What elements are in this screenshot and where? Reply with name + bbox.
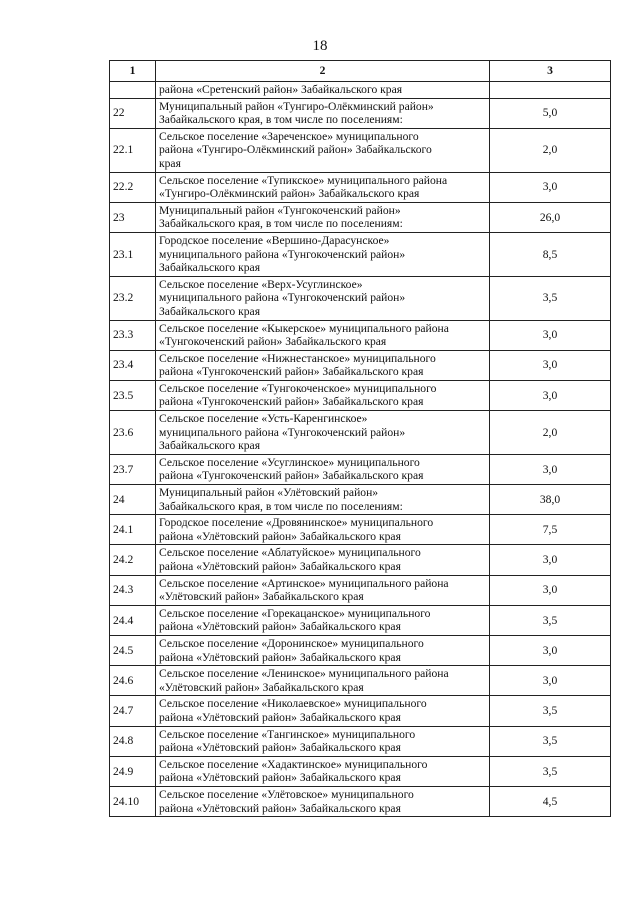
row-number: 24.1 (110, 515, 156, 545)
row-name (156, 756, 490, 786)
row-number: 24.3 (110, 575, 156, 605)
row-name-line: района «Тунгокоченский район» Забайкальского края (159, 365, 424, 379)
row-name-line: муниципального района «Тунгокоченский район» (159, 425, 406, 439)
row-name-line: «Тунгиро-Олёкминский район» Забайкальского края (159, 187, 420, 201)
row-name (156, 696, 490, 726)
row-number: 24 (110, 485, 156, 515)
row-number: 23.4 (110, 350, 156, 380)
row-value: 3,5 (490, 696, 611, 726)
row-number: 24.9 (110, 756, 156, 786)
table-row (110, 202, 611, 232)
row-number: 24.5 (110, 635, 156, 665)
row-name-line: муниципального района «Тунгокоченский район» (159, 247, 406, 261)
row-number: 23 (110, 202, 156, 232)
row-name-line: Сельское поселение «Тупикское» муниципального района (159, 173, 448, 187)
row-name-line: Сельское поселение «Зареченское» муниципального (159, 129, 419, 143)
row-name-line: Забайкальского края, в том числе по поселениям: (159, 113, 403, 127)
row-name-line: Сельское поселение «Горекацанское» муниципального (159, 606, 431, 620)
row-value: 3,0 (490, 635, 611, 665)
table-row (110, 380, 611, 410)
row-name-line: Сельское поселение «Улётовское» муниципального (159, 787, 414, 801)
row-name-line: Городское поселение «Вершино-Дарасунское» (159, 233, 390, 247)
row-name (156, 726, 490, 756)
row-name-line: Муниципальный район «Улётовский район» (159, 486, 379, 500)
table-row (110, 515, 611, 545)
row-value: 3,0 (490, 454, 611, 484)
row-number: 24.6 (110, 666, 156, 696)
row-value (490, 82, 611, 99)
row-name-line: Сельское поселение «Ленинское» муниципального района (159, 667, 449, 681)
row-name-line: района «Тунгиро-Олёкминский район» Забайкальского (159, 143, 432, 157)
table-row (110, 82, 611, 99)
row-name (156, 380, 490, 410)
row-name-line: «Улётовский район» Забайкальского края (159, 590, 364, 604)
table-row (110, 545, 611, 575)
row-name (156, 454, 490, 484)
table-row (110, 128, 611, 172)
row-name-line: района «Тунгокоченский район» Забайкальского края (159, 395, 424, 409)
row-value: 4,5 (490, 786, 611, 816)
table-row (110, 696, 611, 726)
row-value: 3,5 (490, 756, 611, 786)
row-name-line: Сельское поселение «Хадактинское» муниципального (159, 757, 428, 771)
table-row (110, 485, 611, 515)
row-name-line: Забайкальского края (159, 304, 261, 318)
row-name-line: района «Улётовский район» Забайкальского края (159, 560, 401, 573)
row-value: 3,0 (490, 545, 611, 575)
row-number: 22.2 (110, 172, 156, 202)
row-name (156, 82, 490, 99)
row-number: 24.7 (110, 696, 156, 726)
row-value: 3,5 (490, 726, 611, 756)
table-row (110, 98, 611, 128)
row-number: 23.5 (110, 380, 156, 410)
table-row (110, 786, 611, 816)
table-row (110, 232, 611, 276)
row-number: 23.3 (110, 320, 156, 350)
row-value: 7,5 (490, 515, 611, 545)
row-number: 23.6 (110, 411, 156, 455)
row-number: 22 (110, 98, 156, 128)
row-name-line: Сельское поселение «Усть-Каренгинское» (159, 412, 368, 426)
row-name-line: Муниципальный район «Тунгокоченский район» (159, 203, 401, 217)
row-value: 3,0 (490, 350, 611, 380)
table-row (110, 350, 611, 380)
row-value: 2,0 (490, 411, 611, 455)
table-row (110, 411, 611, 455)
row-name-line: района «Улётовский район» Забайкальского края (159, 620, 401, 634)
row-name (156, 411, 490, 455)
table-row (110, 605, 611, 635)
row-value: 3,5 (490, 605, 611, 635)
row-name-line: района «Улётовский район» Забайкальского края (159, 529, 401, 543)
table-row (110, 756, 611, 786)
row-name-line: Сельское поселение «Тунгокоченское» муниципального (159, 381, 437, 395)
row-name-line: Сельское поселение «Кыкерское» муниципального района (159, 321, 449, 335)
page-number: 18 (312, 38, 328, 54)
row-name (156, 276, 490, 320)
row-name-line: района «Улётовский район» Забайкальского края (159, 650, 401, 664)
row-value: 38,0 (490, 485, 611, 515)
table-row (110, 320, 611, 350)
header-col-1: 1 (110, 61, 156, 82)
table-row (110, 666, 611, 696)
row-name-line: Сельское поселение «Доронинское» муниципального (159, 636, 424, 650)
row-number: 24.4 (110, 605, 156, 635)
row-name-line: Забайкальского края, в том числе по поселениям: (159, 499, 403, 513)
row-name (156, 98, 490, 128)
header-col-3: 3 (490, 61, 611, 82)
row-name-line: района «Сретенский район» Забайкальского края (159, 83, 403, 96)
row-value: 3,0 (490, 575, 611, 605)
row-name-line: «Улётовский район» Забайкальского края (159, 680, 364, 694)
row-name-line: района «Улётовский район» Забайкальского края (159, 710, 401, 724)
row-name (156, 666, 490, 696)
row-name-line: Сельское поселение «Тангинское» муниципального (159, 727, 416, 741)
row-number: 23.2 (110, 276, 156, 320)
row-name-line: района «Улётовский район» Забайкальского края (159, 801, 401, 815)
row-number: 24.2 (110, 545, 156, 575)
row-name-line: Городское поселение «Дровянинское» муниципального (159, 516, 434, 530)
row-name (156, 786, 490, 816)
row-name-line: Забайкальского края (159, 261, 261, 275)
row-number: 23.7 (110, 454, 156, 484)
row-name-line: Забайкальского края, в том числе по поселениям: (159, 217, 403, 231)
header-row (110, 61, 611, 82)
table-row (110, 635, 611, 665)
row-name (156, 485, 490, 515)
row-name (156, 172, 490, 202)
row-name (156, 575, 490, 605)
row-value: 5,0 (490, 98, 611, 128)
row-name-line: Забайкальского края (159, 439, 261, 453)
row-name-line: района «Тунгокоченский район» Забайкальского края (159, 469, 424, 483)
table-row (110, 575, 611, 605)
row-value: 3,0 (490, 666, 611, 696)
row-name (156, 232, 490, 276)
row-name-line: Сельское поселение «Верх-Усуглинское» (159, 277, 363, 291)
row-value: 3,0 (490, 172, 611, 202)
row-name-line: муниципального района «Тунгокоченский район» (159, 291, 406, 305)
table-row (110, 172, 611, 202)
row-name (156, 202, 490, 232)
row-name-line: Муниципальный район «Тунгиро-Олёкминский район» (159, 99, 434, 113)
row-name-line: района «Улётовский район» Забайкальского края (159, 741, 401, 755)
row-name (156, 350, 490, 380)
row-number: 23.1 (110, 232, 156, 276)
row-name (156, 605, 490, 635)
row-number: 24.8 (110, 726, 156, 756)
allocation-table (109, 60, 611, 817)
row-name-line: Сельское поселение «Нижнестанское» муниципального (159, 351, 436, 365)
row-value: 26,0 (490, 202, 611, 232)
row-number: 22.1 (110, 128, 156, 172)
row-name (156, 128, 490, 172)
row-name (156, 320, 490, 350)
row-name-line: «Тунгокоченский район» Забайкальского края (159, 335, 387, 349)
table-row (110, 726, 611, 756)
row-number (110, 82, 156, 99)
row-name (156, 545, 490, 575)
row-value: 3,5 (490, 276, 611, 320)
row-number: 24.10 (110, 786, 156, 816)
row-value: 2,0 (490, 128, 611, 172)
row-value: 8,5 (490, 232, 611, 276)
row-name-line: района «Улётовский район» Забайкальского края (159, 771, 401, 785)
row-name (156, 515, 490, 545)
table-row (110, 276, 611, 320)
row-name-line: Сельское поселение «Усуглинское» муниципального (159, 455, 420, 469)
row-name-line: Сельское поселение «Артинское» муниципального района (159, 576, 449, 590)
row-name-line: края (159, 156, 181, 170)
row-name-line: Сельское поселение «Аблатуйское» муниципального (159, 546, 421, 560)
row-name (156, 635, 490, 665)
header-col-2: 2 (156, 61, 490, 82)
table-row (110, 454, 611, 484)
row-value: 3,0 (490, 380, 611, 410)
row-value: 3,0 (490, 320, 611, 350)
row-name-line: Сельское поселение «Николаевское» муниципального (159, 697, 427, 711)
